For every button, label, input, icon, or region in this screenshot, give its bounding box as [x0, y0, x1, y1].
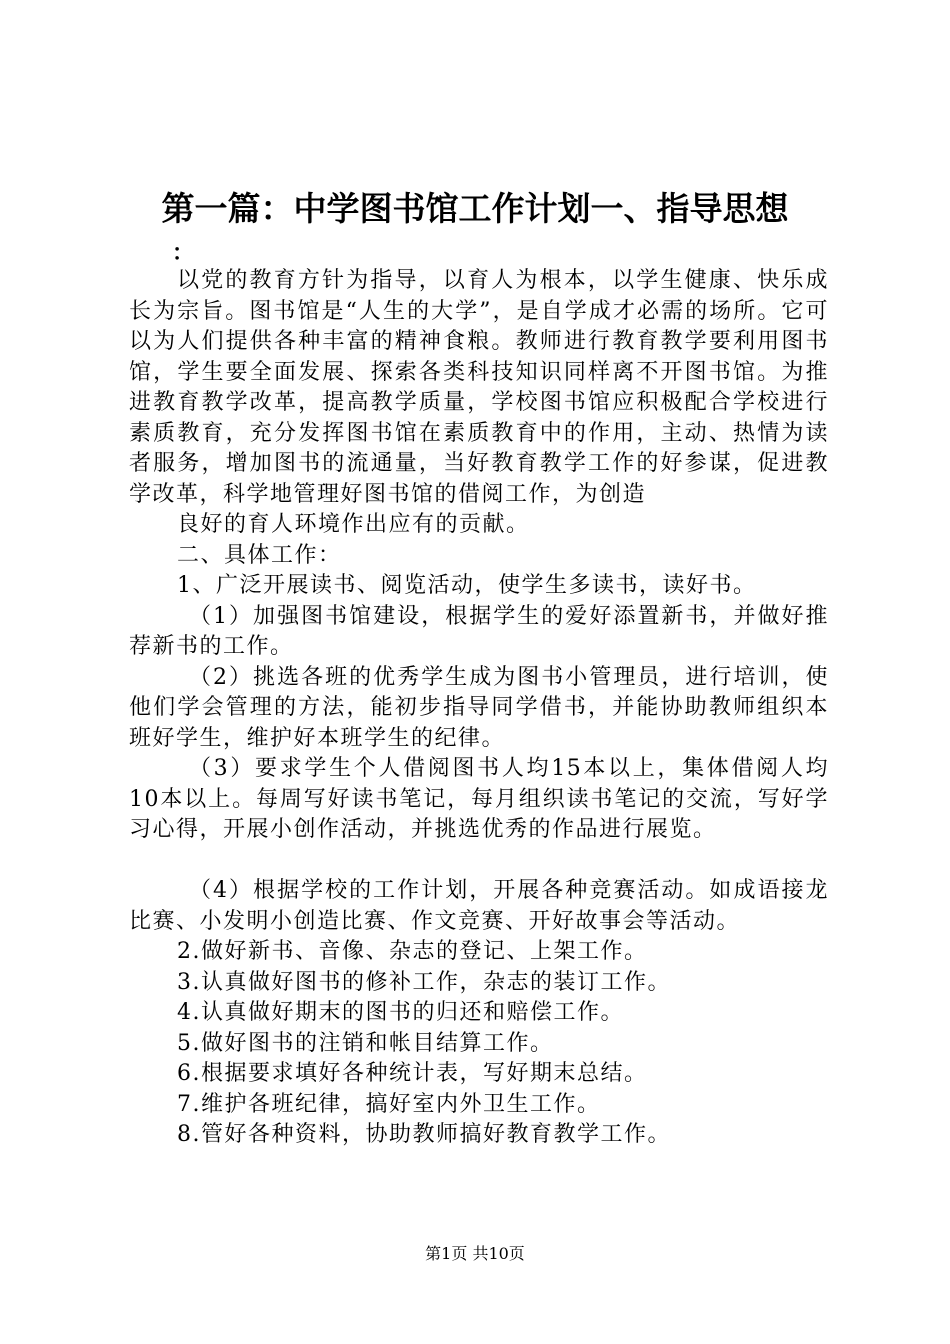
section-heading: 二、具体工作：	[177, 542, 342, 568]
list-item: （3）要求学生个人借阅图书人均15本以上，集体借阅人均10本以上。每周写好读书笔记，每月组织读书笔记的交流，写好学习心得，开展小创作活动，并挑选优秀的作品进行展览。	[129, 756, 829, 842]
list-item: 8.管好各种资料，协助教师搞好教育教学工作。	[177, 1122, 671, 1147]
document-body	[129, 266, 829, 1151]
list-item: （1）加强图书馆建设，根据学生的爱好添置新书，并做好推荐新书的工作。	[129, 603, 829, 659]
list-item: （2）挑选各班的优秀学生成为图书小管理员，进行培训，使他们学会管理的方法，能初步指导同学借书，并能协助教师组织本班好学生，维护好本班学生的纪律。	[129, 664, 829, 751]
list-item: 6.根据要求填好各种统计表，写好期末总结。	[177, 1061, 648, 1086]
list-item: 1、广泛开展读书、阅览活动，使学生多读书，读好书。	[177, 573, 757, 598]
list-item: 5.做好图书的注销和帐目结算工作。	[177, 1030, 554, 1056]
title-colon: ：	[172, 240, 195, 266]
list-item: 2.做好新书、音像、杂志的登记、上架工作。	[177, 939, 648, 964]
list-item: 3.认真做好图书的修补工作，杂志的装订工作。	[177, 969, 671, 995]
document-title: 第一篇：中学图书馆工作计划一、指导思想	[161, 189, 789, 228]
list-item: （4）根据学校的工作计划，开展各种竞赛活动。如成语接龙比赛、小发明小创造比赛、作文竞赛、开好故事会等活动。	[129, 878, 829, 934]
paragraph: 以党的教育方针为指导，以育人为根本，以学生健康、快乐成长为宗旨。图书馆是“人生的大学”，是自学成才必需的场所。它可以为人们提供各种丰富的精神食粮。教师进行教育教学要利用图书馆，学生要全面发展、探索各类科技知识同样离不开图书馆。为推进教育教学改革，提高教学质量，学校图书馆应积极配合学校进行素质教育，充分发挥图书馆在素质教育中的作用，主动、热情为读者服务，增加图书的流通量，当好教育教学工作的好参谋，促进教学改革，科学地管理好图书馆的借阅工作，为创造	[129, 268, 829, 507]
list-item: 7.维护各班纪律，搞好室内外卫生工作。	[177, 1091, 601, 1117]
page-footer: 第1页 共10页	[425, 1244, 525, 1263]
paragraph: 良好的育人环境作出应有的贡献。	[177, 512, 530, 537]
list-item: 4.认真做好期末的图书的归还和赔偿工作。	[177, 1000, 624, 1025]
